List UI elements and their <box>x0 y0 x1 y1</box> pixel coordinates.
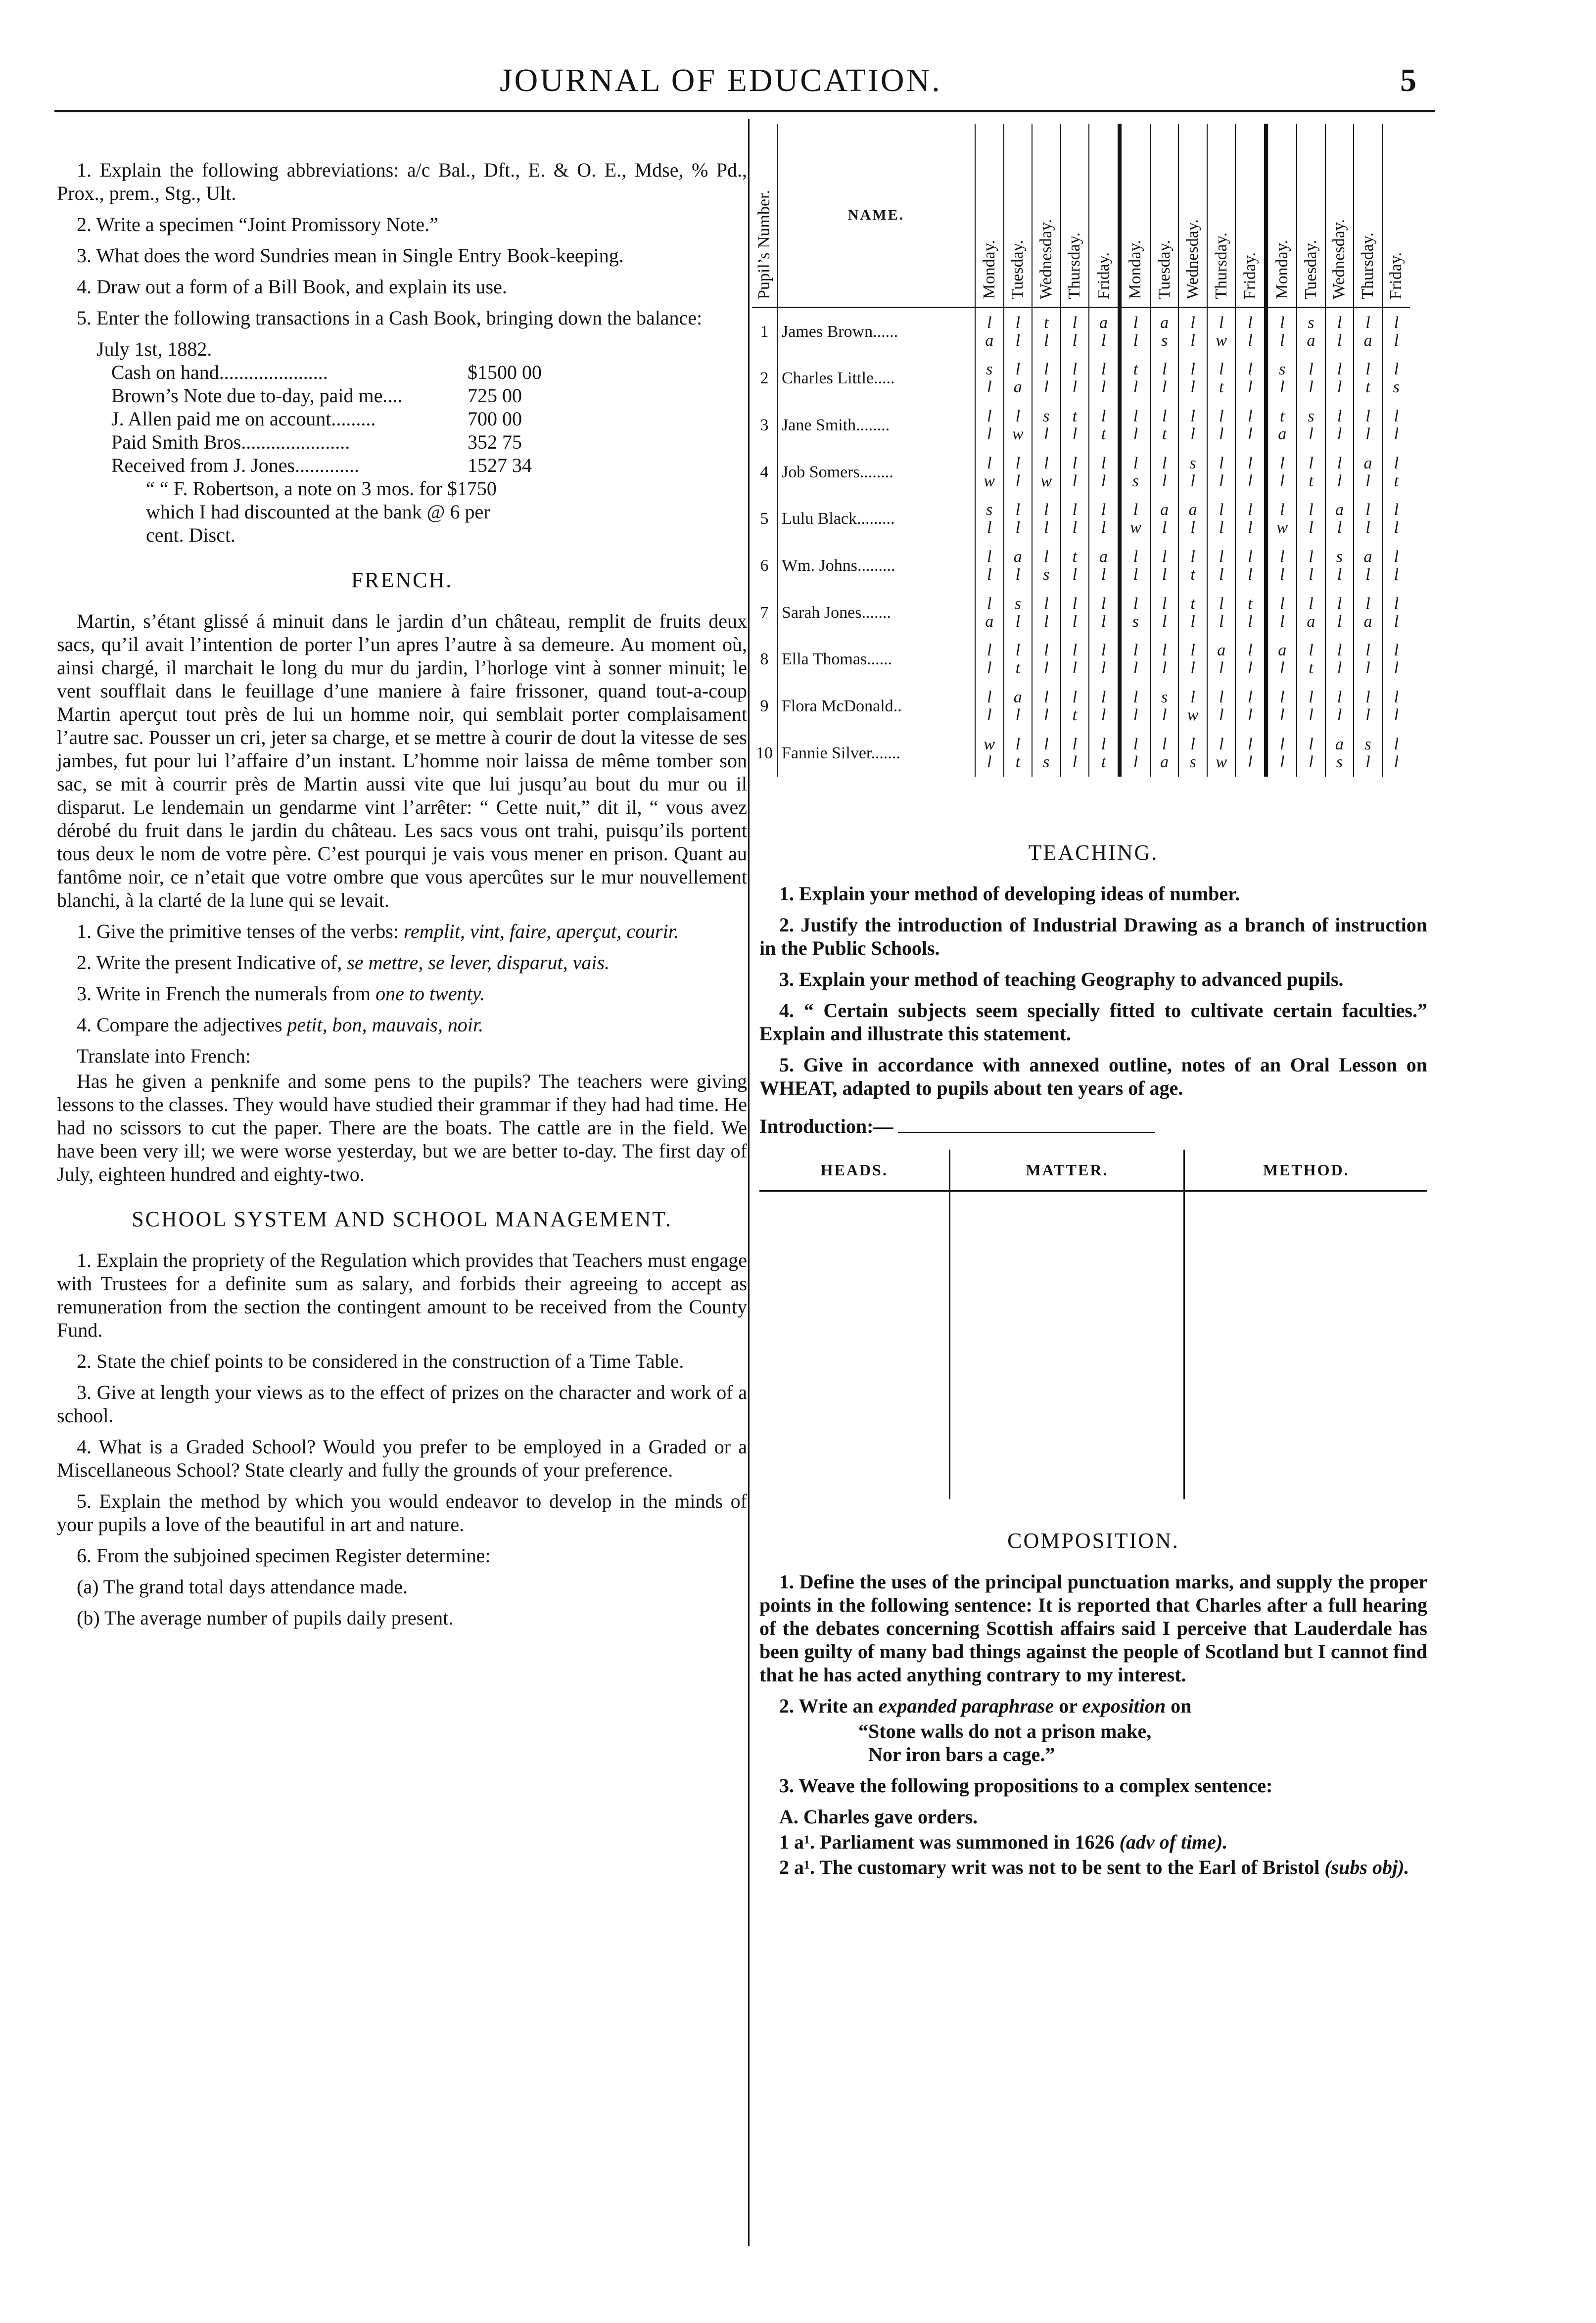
french-question-2 <box>57 951 747 974</box>
translate-text: Has he given a penknife and some pens to the pupils? The teachers were giving lessons to the classes. They would have studied their grammar if they had had time. He had no scissors to cut the paper. There are the boats. The cattle are in the field. We have been very ill; we were worse yesterday, but we are better to-day. The first day of July, eighteen hundred and eighty-two. <box>57 1070 747 1185</box>
question-lead: 1 a¹. Parliament was summoned in 1626 <box>779 1831 1120 1853</box>
question-lead: or <box>1054 1695 1082 1717</box>
cash-entry <box>96 384 542 407</box>
question-terms: se mettre, se lever, disparut, vais. <box>347 951 610 974</box>
day-header: Thursday. <box>1061 124 1089 308</box>
composition-title: COMPOSITION. <box>1007 1529 1179 1553</box>
attendance-mark: t l <box>1178 589 1207 636</box>
pupil-number: 4 <box>760 463 769 481</box>
attendance-mark: l l <box>975 683 1004 730</box>
attendance-mark: s l <box>1266 355 1297 402</box>
cash-entry <box>96 361 542 384</box>
attendance-mark: t l <box>1061 543 1089 590</box>
introduction-label: Introduction:— <box>759 1115 893 1137</box>
attendance-mark: l w <box>975 449 1004 496</box>
attendance-mark: l w <box>1004 402 1033 449</box>
attendance-mark: l s <box>1178 730 1207 777</box>
attendance-mark: a l <box>1089 543 1120 590</box>
school-question-6b: (b) The average number of pupils daily present. <box>77 1607 454 1629</box>
attendance-mark: l w <box>1120 496 1150 543</box>
cash-entry-amount: 700 00 <box>468 408 522 430</box>
attendance-mark: l t <box>1150 402 1179 449</box>
attendance-mark: l l <box>1178 355 1207 402</box>
page-header <box>0 47 1596 111</box>
attendance-mark: l l <box>1178 402 1207 449</box>
cash-entry <box>96 454 542 477</box>
attendance-mark: w l <box>975 730 1004 777</box>
attendance-mark: l l <box>1325 636 1354 683</box>
question-lead: 2 a¹. The customary writ was not to be sent to the Earl of Bristol <box>779 1856 1325 1878</box>
question-terms: expanded paraphrase <box>878 1695 1054 1717</box>
register-row <box>752 355 1410 402</box>
attendance-mark: l l <box>1297 355 1325 402</box>
attendance-mark: l w <box>1032 449 1061 496</box>
attendance-mark: a l <box>1354 543 1382 590</box>
french-question-4 <box>57 1013 747 1036</box>
attendance-mark: l l <box>1089 496 1120 543</box>
right-column <box>759 841 1427 1887</box>
attendance-mark: t l <box>1032 308 1061 356</box>
teaching-question-5: 5. Give in accordance with annexed outline, notes of an Oral Lesson on WHEAT, adapted to pupils about ten years of age. <box>759 1054 1427 1099</box>
attendance-mark: l l <box>975 543 1004 590</box>
attendance-mark: l a <box>975 308 1004 356</box>
pupil-name: Wm. Johns......... <box>777 543 975 590</box>
attendance-mark: l l <box>1266 589 1297 636</box>
teaching-title: TEACHING. <box>1028 840 1159 865</box>
matter-column-cell <box>950 1191 1184 1500</box>
day-header: Friday. <box>1235 124 1266 308</box>
pupil-number: 3 <box>760 416 769 435</box>
attendance-mark: l l <box>1235 636 1266 683</box>
composition-question-1: 1. Define the uses of the principal punctuation marks, and supply the proper points in the following sentence: It is reported that Charles after a full hearing of the debates concerning Scottish affairs said I perceive that Lauderdale has been guilty of many bad things against the people of Scotland but I cannot find that he has acted anything contrary to my interest. <box>759 1571 1427 1686</box>
column-divider <box>748 119 750 2246</box>
quote-line-1: “Stone walls do not a prison make, <box>858 1720 1152 1742</box>
attendance-mark: l l <box>1235 496 1266 543</box>
attendance-mark: l l <box>1061 449 1089 496</box>
attendance-mark: l l <box>1120 402 1150 449</box>
heads-column-header: HEADS. <box>759 1150 950 1191</box>
cash-entry-label: Paid Smith Bros...................... <box>111 431 350 453</box>
school-question-5: 5. Explain the method by which you would endeavor to develop in the minds of your pupils a love of the beautiful in art and nature. <box>57 1490 747 1535</box>
attendance-mark: l a <box>1354 308 1382 356</box>
attendance-mark: l s <box>1032 543 1061 590</box>
cash-entry <box>96 430 542 454</box>
attendance-mark: l l <box>1297 730 1325 777</box>
attendance-mark: l l <box>1061 636 1089 683</box>
composition-question-2 <box>759 1694 1427 1718</box>
attendance-mark: l a <box>975 589 1004 636</box>
cash-book-entries <box>96 337 542 547</box>
register-row <box>752 589 1410 636</box>
pupil-number: 1 <box>760 322 769 341</box>
attendance-mark: a l <box>1325 496 1354 543</box>
french-passage: Martin, s’étant glissé á minuit dans le jardin d’un château, remplit de fruits deux sacs, qu’il avait l’intention de porter l’un apres l’autre à sa demeure. Au moment où, ainsi chargé, il marchait le long du mur du jardin, l’horloge vint à sonner minuit; le vent soufflait dans le feuillage d’une maniere à faire frissoner, quand tout-a-coup Martin aperçut tout près de lui un homme noir, qui semblait porter complaisament l’autre sac. Pousser un cri, jeter sa charge, et se mettre à courir de dout la vitesse de ses jambes, fut pour lui l’affaire d’un instant. L’homme noir laissa de même tomber son sac, se mit à courrir près de Martin aussi vite que lui jusqu’au bout du mur ou il disparut. Le lendemain un gendarme vint l’arrêter: “ Cette nuit,” dit il, “ vous avez dérobé du fruit dans le jardin du château. Les sacs vous ont trahi, puisqu’ils portent tous deux le nom de votre père. C’est pourqui je vais vous mener en prison. Quant au fantôme noir, ce n’etait que votre ombre que vous apercûtes sur le mur nouvellement blanchi, à la clarté de la lune qui se levait. <box>57 610 747 911</box>
school-question-1: 1. Explain the propriety of the Regulation which provides that Teachers must engage with Trustees for a definite sum as salary, and forbids their agreeing to accept as remuneration from the section the contingent amount to be received from the County Fund. <box>57 1249 747 1341</box>
attendance-mark: l l <box>1382 496 1410 543</box>
attendance-mark: a l <box>1004 683 1033 730</box>
attendance-mark: l l <box>1235 683 1266 730</box>
day-header: Tuesday. <box>1004 124 1033 308</box>
question-lead: 3. Write in French the numerals from <box>77 982 376 1005</box>
attendance-mark: l s <box>1120 449 1150 496</box>
question-terms: one to twenty. <box>376 982 485 1005</box>
proposition-a: A. Charles gave orders. <box>779 1806 978 1828</box>
pupil-name: Lulu Black......... <box>777 496 975 543</box>
attendance-mark: l l <box>1235 355 1266 402</box>
attendance-mark: l l <box>1325 449 1354 496</box>
question-terms: petit, bon, mauvais, noir. <box>287 1014 484 1036</box>
bookkeeping-question-1: 1. Explain the following abbreviations: a/c Bal., Dft., E. & O. E., Mdse, % Pd., Prox., prem., Stg., Ult. <box>57 159 747 204</box>
question-lead: 2. Write an <box>779 1695 879 1717</box>
attendance-mark: l l <box>1032 589 1061 636</box>
attendance-mark: l l <box>1004 496 1033 543</box>
question-lead: 2. Write the present Indicative of, <box>77 951 347 974</box>
attendance-mark: l l <box>1382 683 1410 730</box>
attendance-mark: l l <box>1266 308 1297 356</box>
cash-entry-amount: $1500 00 <box>468 361 542 383</box>
introduction-blank <box>898 1132 1155 1133</box>
attendance-mark: s l <box>1004 589 1033 636</box>
register-row <box>752 636 1410 683</box>
attendance-mark: l l <box>1207 496 1236 543</box>
question-lead: 4. Compare the adjectives <box>77 1014 287 1036</box>
attendance-mark: l l <box>1382 308 1410 356</box>
french-question-1 <box>57 920 747 943</box>
register-row <box>752 730 1410 777</box>
pupil-name: Fannie Silver....... <box>777 730 975 777</box>
pupil-name: Charles Little..... <box>777 355 975 402</box>
attendance-mark: s l <box>1297 402 1325 449</box>
attendance-mark: l l <box>1207 449 1236 496</box>
attendance-mark: s l <box>1032 402 1061 449</box>
attendance-mark: a l <box>1089 308 1120 356</box>
cash-entry-label: Brown’s Note due to-day, paid me.... <box>111 384 403 407</box>
attendance-mark: l a <box>1004 355 1033 402</box>
attendance-mark: l l <box>1089 636 1120 683</box>
attendance-mark: l w <box>1178 683 1207 730</box>
attendance-mark: l l <box>1266 730 1297 777</box>
attendance-mark: l l <box>1061 730 1089 777</box>
register-row <box>752 402 1410 449</box>
attendance-mark: l a <box>1297 589 1325 636</box>
attendance-mark: l l <box>1235 308 1266 356</box>
school-question-2: 2. State the chief points to be considered in the construction of a Time Table. <box>77 1350 684 1372</box>
attendance-mark: l t <box>1297 636 1325 683</box>
composition-question-3: 3. Weave the following propositions to a complex sentence: <box>779 1774 1273 1797</box>
attendance-mark: a l <box>1207 636 1236 683</box>
register-table <box>752 124 1410 777</box>
attendance-mark: l t <box>1382 449 1410 496</box>
attendance-mark: l w <box>1207 308 1236 356</box>
cash-entry-label: Cash on hand...................... <box>111 361 328 383</box>
attendance-mark: l l <box>1235 730 1266 777</box>
attendance-mark: l l <box>975 402 1004 449</box>
pupil-number: 10 <box>756 743 773 762</box>
attendance-mark: a s <box>1325 730 1354 777</box>
pupil-number: 6 <box>760 556 769 575</box>
attendance-mark: l l <box>1325 355 1354 402</box>
attendance-mark: l t <box>1354 355 1382 402</box>
attendance-mark: l t <box>1061 683 1089 730</box>
french-title: FRENCH. <box>351 568 453 592</box>
lesson-introduction <box>759 1115 1427 1138</box>
french-question-3 <box>57 982 747 1005</box>
attendance-mark: t a <box>1266 402 1297 449</box>
attendance-mark: a s <box>1150 308 1179 356</box>
attendance-mark: l l <box>1150 636 1179 683</box>
attendance-mark: l l <box>1089 589 1120 636</box>
attendance-mark: l t <box>1178 543 1207 590</box>
attendance-mark: l l <box>1032 636 1061 683</box>
attendance-mark: l l <box>1297 683 1325 730</box>
question-terms: (adv of time). <box>1119 1831 1228 1853</box>
register-row <box>752 496 1410 543</box>
cash-entry-note: “ “ F. Robertson, a note on 3 mos. for $1750 which I had discounted at the bank @ 6 per cent. Disct. <box>146 477 497 546</box>
pupil-number: 9 <box>760 697 769 715</box>
school-question-4: 4. What is a Graded School? Would you prefer to be employed in a Graded or a Miscellaneous School? State clearly and fully the grounds of your preference. <box>57 1436 747 1481</box>
attendance-mark: l l <box>1297 543 1325 590</box>
teaching-question-3: 3. Explain your method of teaching Geography to advanced pupils. <box>779 968 1344 990</box>
register-header-row <box>752 124 1410 308</box>
lesson-outline-header <box>759 1150 1427 1191</box>
cash-entry-amount: 1527 34 <box>468 454 532 476</box>
bookkeeping-question-2: 2. Write a specimen “Joint Promissory Note.” <box>77 213 438 235</box>
attendance-mark: l l <box>1207 683 1236 730</box>
attendance-mark: l l <box>1004 449 1033 496</box>
teaching-question-4: 4. “ Certain subjects seem specially fitted to cultivate certain faculties.” Explain and illustrate this statement. <box>759 999 1427 1045</box>
attendance-mark: l l <box>1235 543 1266 590</box>
attendance-mark: l l <box>1207 589 1236 636</box>
attendance-mark: l l <box>1297 496 1325 543</box>
attendance-mark: a l <box>1354 449 1382 496</box>
attendance-mark: l t <box>1004 636 1033 683</box>
register-row <box>752 449 1410 496</box>
question-terms: (subs obj). <box>1324 1856 1409 1878</box>
attendance-mark: l l <box>1032 355 1061 402</box>
attendance-mark: l l <box>1150 355 1179 402</box>
register-body <box>752 308 1410 777</box>
attendance-mark: l l <box>1354 402 1382 449</box>
heads-column-cell <box>759 1191 950 1500</box>
attendance-mark: s l <box>975 496 1004 543</box>
page-number: 5 <box>1400 62 1416 98</box>
question-lead: on <box>1166 1695 1192 1717</box>
pupil-number: 2 <box>760 369 769 388</box>
attendance-mark: l l <box>1120 683 1150 730</box>
attendance-mark: l l <box>1150 543 1179 590</box>
attendance-mark: l l <box>1325 589 1354 636</box>
attendance-mark: l l <box>1061 589 1089 636</box>
attendance-mark: l l <box>1089 355 1120 402</box>
attendance-mark: l a <box>1150 730 1179 777</box>
translate-heading: Translate into French: <box>77 1045 251 1067</box>
attendance-mark: a l <box>1150 496 1179 543</box>
day-header: Thursday. <box>1354 124 1382 308</box>
attendance-mark: l l <box>1120 543 1150 590</box>
attendance-mark: l l <box>1061 496 1089 543</box>
pupil-name: Job Somers........ <box>777 449 975 496</box>
attendance-mark: a l <box>1266 636 1297 683</box>
teaching-question-2: 2. Justify the introduction of Industrial Drawing as a branch of instruction in the Public Schools. <box>759 914 1427 959</box>
attendance-mark: a l <box>1004 543 1033 590</box>
cash-entry-amount: 725 00 <box>468 384 522 407</box>
day-header: Tuesday. <box>1150 124 1179 308</box>
register-row <box>752 543 1410 590</box>
method-column-header: METHOD. <box>1184 1150 1427 1191</box>
pupil-name: Sarah Jones....... <box>777 589 975 636</box>
attendance-mark: l l <box>975 636 1004 683</box>
day-header: Monday. <box>975 124 1004 308</box>
school-system-title: SCHOOL SYSTEM AND SCHOOL MANAGEMENT. <box>132 1207 672 1231</box>
attendance-mark: l s <box>1032 730 1061 777</box>
pupil-name: Flora McDonald.. <box>777 683 975 730</box>
day-header: Monday. <box>1266 124 1297 308</box>
attendance-mark: l l <box>1178 636 1207 683</box>
pupil-number: 5 <box>760 510 769 528</box>
pupil-number: 7 <box>760 603 769 622</box>
pupil-name: Jane Smith........ <box>777 402 975 449</box>
day-header: Friday. <box>1089 124 1120 308</box>
attendance-mark: t l <box>1235 589 1266 636</box>
attendance-mark: l s <box>1120 589 1150 636</box>
pupil-number: 8 <box>760 650 769 669</box>
left-column <box>57 158 747 1637</box>
quote-line-2: Nor iron bars a cage.” <box>868 1743 1055 1765</box>
attendance-mark: l l <box>1120 730 1150 777</box>
cash-date: July 1st, 1882. <box>96 338 212 360</box>
attendance-mark: s l <box>1150 683 1179 730</box>
day-header: Wednesday. <box>1325 124 1354 308</box>
proposition-a2 <box>759 1856 1427 1879</box>
day-header: Tuesday. <box>1297 124 1325 308</box>
cash-entry <box>96 407 542 430</box>
attendance-mark: l t <box>1089 402 1120 449</box>
attendance-mark: l l <box>1235 402 1266 449</box>
cash-entry-amount: 352 75 <box>468 431 522 453</box>
attendance-mark: l t <box>1089 730 1120 777</box>
cash-entry-label: Received from J. Jones............. <box>111 454 360 476</box>
day-header: Monday. <box>1120 124 1150 308</box>
register-row <box>752 683 1410 730</box>
lesson-outline-table <box>759 1150 1427 1499</box>
school-question-6a: (a) The grand total days attendance made. <box>77 1576 408 1598</box>
matter-column-header: MATTER. <box>950 1150 1184 1191</box>
attendance-mark: l l <box>1120 308 1150 356</box>
bookkeeping-question-3: 3. What does the word Sundries mean in Single Entry Book-keeping. <box>77 244 624 267</box>
question-terms: remplit, vint, faire, aperçut, courir. <box>403 920 679 942</box>
method-column-cell <box>1184 1191 1427 1500</box>
attendance-mark: l l <box>1150 589 1179 636</box>
attendance-mark: l l <box>1150 449 1179 496</box>
attendance-mark: l l <box>1266 449 1297 496</box>
attendance-mark: s a <box>1297 308 1325 356</box>
question-terms: exposition <box>1082 1695 1166 1717</box>
attendance-mark: l l <box>1382 589 1410 636</box>
lesson-outline-body <box>759 1191 1427 1500</box>
attendance-mark: l l <box>1354 496 1382 543</box>
bookkeeping-question-5: 5. Enter the following transactions in a Cash Book, bringing down the balance: <box>77 307 703 329</box>
attendance-mark: l l <box>1354 683 1382 730</box>
attendance-mark: l l <box>1382 543 1410 590</box>
attendance-mark: a l <box>1178 496 1207 543</box>
attendance-mark: l l <box>1178 308 1207 356</box>
pupil-number-header: Pupil’s Number. <box>752 124 777 308</box>
attendance-mark: l l <box>1382 402 1410 449</box>
attendance-mark: l l <box>1032 683 1061 730</box>
attendance-mark: l l <box>1061 355 1089 402</box>
teaching-question-1: 1. Explain your method of developing ideas of number. <box>779 883 1240 905</box>
question-lead: 1. Give the primitive tenses of the verbs: <box>77 920 404 942</box>
running-head: JOURNAL OF EDUCATION. <box>500 62 942 98</box>
attendance-mark: l l <box>1325 308 1354 356</box>
day-header: Wednesday. <box>1178 124 1207 308</box>
attendance-mark: s l <box>1354 730 1382 777</box>
attendance-mark: l l <box>1325 402 1354 449</box>
attendance-mark: t l <box>1120 355 1150 402</box>
attendance-mark: l t <box>1207 355 1236 402</box>
attendance-mark: l w <box>1266 496 1297 543</box>
attendance-mark: s l <box>1178 449 1207 496</box>
day-header: Thursday. <box>1207 124 1236 308</box>
day-header: Friday. <box>1382 124 1410 308</box>
attendance-mark: l s <box>1382 355 1410 402</box>
attendance-mark: l a <box>1354 589 1382 636</box>
attendance-mark: t l <box>1061 402 1089 449</box>
pupil-name: James Brown...... <box>777 308 975 356</box>
attendance-mark: l w <box>1207 730 1236 777</box>
attendance-mark: l t <box>1297 449 1325 496</box>
school-question-3: 3. Give at length your views as to the effect of prizes on the character and work of a school. <box>57 1381 747 1427</box>
attendance-mark: l l <box>1207 402 1236 449</box>
attendance-mark: l l <box>1032 496 1061 543</box>
attendance-mark: l l <box>1354 636 1382 683</box>
school-question-6: 6. From the subjoined specimen Register determine: <box>77 1544 491 1567</box>
register-row <box>752 308 1410 356</box>
attendance-mark: l l <box>1266 543 1297 590</box>
attendance-mark: l l <box>1089 449 1120 496</box>
attendance-mark: l l <box>1266 683 1297 730</box>
attendance-mark: l l <box>1120 636 1150 683</box>
header-rule <box>54 110 1435 112</box>
attendance-mark: l l <box>1061 308 1089 356</box>
pupil-name: Ella Thomas...... <box>777 636 975 683</box>
cash-entry-label: J. Allen paid me on account......... <box>111 408 376 430</box>
attendance-mark: l l <box>1207 543 1236 590</box>
bookkeeping-question-4: 4. Draw out a form of a Bill Book, and explain its use. <box>77 276 507 298</box>
attendance-mark: l l <box>1004 308 1033 356</box>
attendance-mark: l l <box>1382 636 1410 683</box>
day-header: Wednesday. <box>1032 124 1061 308</box>
proposition-a1 <box>759 1830 1427 1854</box>
attendance-mark: l l <box>1325 683 1354 730</box>
attendance-mark: l t <box>1004 730 1033 777</box>
attendance-mark: l l <box>1235 449 1266 496</box>
attendance-mark: l l <box>1382 730 1410 777</box>
attendance-mark: l l <box>1089 683 1120 730</box>
name-header: NAME. <box>777 124 975 308</box>
attendance-mark: s l <box>975 355 1004 402</box>
attendance-mark: s l <box>1325 543 1354 590</box>
attendance-register <box>752 124 1410 777</box>
